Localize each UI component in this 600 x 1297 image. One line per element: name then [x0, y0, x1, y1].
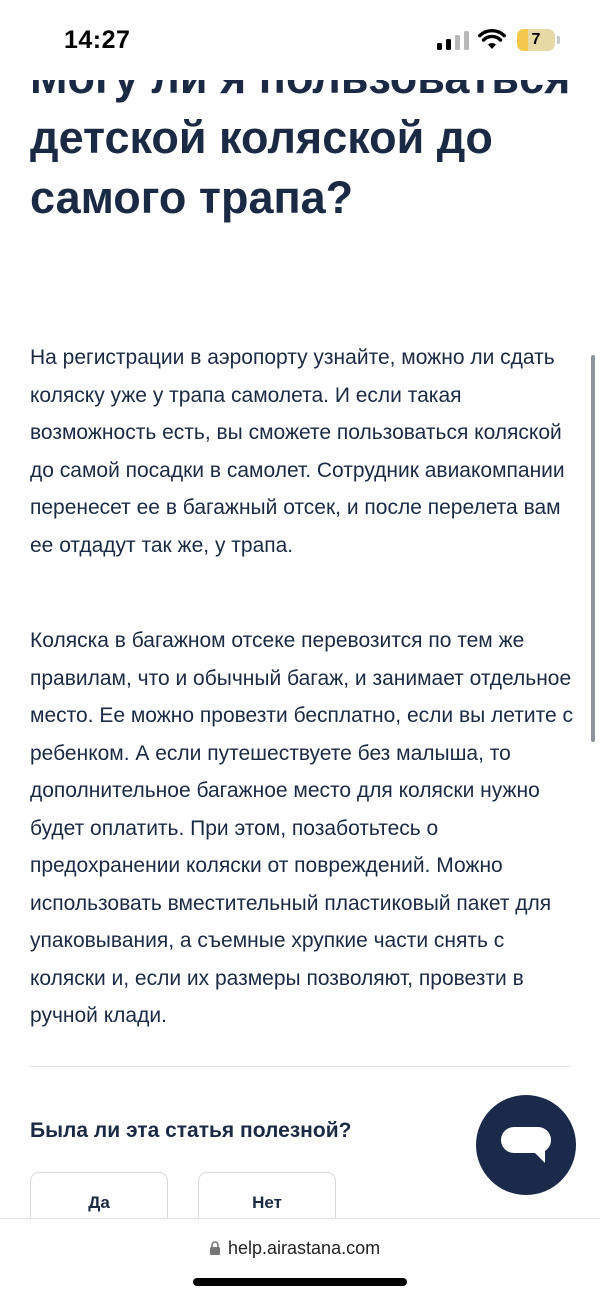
- feedback-question: Была ли эта статья полезной?: [30, 1119, 352, 1142]
- scroll-indicator[interactable]: [591, 355, 595, 742]
- signal-bar: [446, 39, 451, 50]
- battery-icon: [517, 29, 555, 51]
- status-time: 14:27: [64, 26, 131, 54]
- home-indicator[interactable]: [193, 1278, 407, 1286]
- battery-percent: 7: [531, 31, 541, 48]
- signal-bar: [437, 43, 442, 50]
- divider: [30, 1066, 570, 1067]
- cellular-signal-icon: [437, 30, 469, 50]
- lock-icon: [209, 1241, 221, 1255]
- battery-cap: [557, 36, 560, 44]
- signal-bar: [455, 35, 460, 50]
- status-bar: [0, 0, 600, 80]
- chat-bubble-icon: [501, 1127, 551, 1165]
- feedback-yes-button[interactable]: Да: [30, 1172, 168, 1234]
- url-text[interactable]: help.airastana.com: [228, 1238, 381, 1258]
- browser-address-bar[interactable]: [0, 1218, 600, 1297]
- article-paragraph: На регистрации в аэропорту узнайте, можно ли сдать коляску уже у трапа самолета. И если такая возможность есть, вы сможете пользоваться коляской до самой посадки в самолет. Сотрудник авиакомпании перенесет ее в багажный отсек, и после перелета вам ее отдадут так же, у трапа.: [30, 346, 565, 557]
- feedback-no-button[interactable]: Нет: [198, 1172, 336, 1234]
- article-title: детской коляской до самого трапа?: [30, 112, 493, 223]
- article-paragraph: Коляска в багажном отсеке перевозится по тем же правилам, что и обычный багаж, и занимает отдельное место. Ее можно провезти бесплатно, если вы летите с ребенком. А если путешествуете без малыша, то дополнительное багажное место для коляски нужно будет оплатить. При этом, позаботьтесь о предохранении коляски от повреждений. Можно использовать вместительный пластиковый пакет для упаковывания, а съемные хрупкие части снять с коляски и, если их размеры позволяют, провезти в ручной клади.: [30, 629, 574, 1027]
- signal-bar: [464, 31, 469, 50]
- wifi-icon: [478, 28, 506, 50]
- chat-button[interactable]: [476, 1095, 576, 1195]
